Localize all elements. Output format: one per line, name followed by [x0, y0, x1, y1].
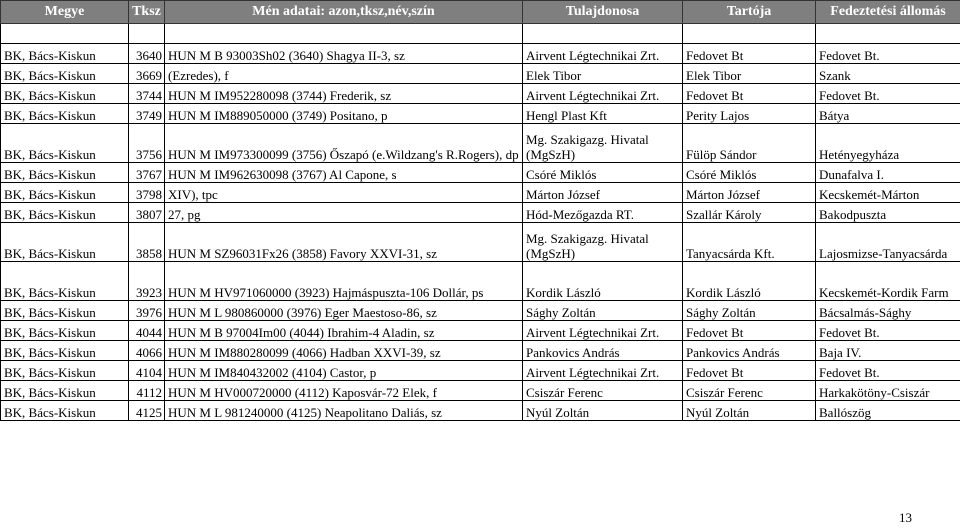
- cell-tksz: 4104: [129, 361, 165, 381]
- cell-tarto: Perity Lajos: [683, 104, 816, 124]
- header-row: [1, 1, 960, 24]
- cell-tksz: 3807: [129, 203, 165, 223]
- cell-men-adatai: HUN M HV971060000 (3923) Hajmáspuszta-106 Dollár, ps: [165, 262, 523, 301]
- cell-allomas: Baja IV.: [816, 341, 960, 361]
- table-row: [1, 262, 960, 301]
- cell-allomas: Bátya: [816, 104, 960, 124]
- cell-tulajdonos: Mg. Szakigazg. Hivatal (MgSzH): [523, 124, 683, 163]
- cell-tulajdonos: Airvent Légtechnikai Zrt.: [523, 361, 683, 381]
- cell-men-adatai: HUN M L 980860000 (3976) Eger Maestoso-86, sz: [165, 301, 523, 321]
- cell-tksz: 3798: [129, 183, 165, 203]
- cell-tulajdonos: Elek Tibor: [523, 64, 683, 84]
- cell-allomas: Kecskemét-Kordik Farm: [816, 262, 960, 301]
- table-row: [1, 163, 960, 183]
- cell-tarto: Fedovet Bt: [683, 361, 816, 381]
- cell-tulajdonos: Airvent Légtechnikai Zrt.: [523, 84, 683, 104]
- cell-tulajdonos: Csiszár Ferenc: [523, 381, 683, 401]
- cell-tksz: 3756: [129, 124, 165, 163]
- cell-megye: BK, Bács-Kiskun: [1, 361, 129, 381]
- header-megye: Megye: [1, 1, 129, 24]
- cell-tulajdonos: Kordik László: [523, 262, 683, 301]
- cell-megye: BK, Bács-Kiskun: [1, 401, 129, 421]
- cell-megye: BK, Bács-Kiskun: [1, 301, 129, 321]
- cell-tarto: Pankovics András: [683, 341, 816, 361]
- table-row: [1, 104, 960, 124]
- cell-megye: BK, Bács-Kiskun: [1, 44, 129, 64]
- cell-tulajdonos: Airvent Légtechnikai Zrt.: [523, 44, 683, 64]
- table-row: [1, 301, 960, 321]
- header-fedeztetesi-allomas: Fedeztetési állomás: [816, 1, 960, 24]
- cell-tulajdonos: Nyúl Zoltán: [523, 401, 683, 421]
- cell-allomas: Hetényegyháza: [816, 124, 960, 163]
- cell-tarto: Elek Tibor: [683, 64, 816, 84]
- cell-men-adatai: HUN M IM952280098 (3744) Frederik, sz: [165, 84, 523, 104]
- cell-tarto: Fülöp Sándor: [683, 124, 816, 163]
- cell-tarto: Fedovet Bt: [683, 44, 816, 64]
- cell-tksz: 3767: [129, 163, 165, 183]
- cell-tksz: 3749: [129, 104, 165, 124]
- cell-tarto: Szallár Károly: [683, 203, 816, 223]
- cell-megye: BK, Bács-Kiskun: [1, 223, 129, 262]
- cell-megye: BK, Bács-Kiskun: [1, 104, 129, 124]
- cell-tksz: 3640: [129, 44, 165, 64]
- cell-men-adatai: HUN M L 981240000 (4125) Neapolitano Daliás, sz: [165, 401, 523, 421]
- table-row: [1, 183, 960, 203]
- cell-tksz: 4125: [129, 401, 165, 421]
- table-row: [1, 341, 960, 361]
- cell-allomas: Fedovet Bt.: [816, 44, 960, 64]
- cell-tarto: Márton József: [683, 183, 816, 203]
- cell-tulajdonos: Sághy Zoltán: [523, 301, 683, 321]
- cell-tksz: 4044: [129, 321, 165, 341]
- cell-allomas: Dunafalva I.: [816, 163, 960, 183]
- cell-tulajdonos: Csóré Miklós: [523, 163, 683, 183]
- cell-tulajdonos: Hód-Mezőgazda RT.: [523, 203, 683, 223]
- cell-allomas: Kecskemét-Márton: [816, 183, 960, 203]
- cell-men-adatai: XIV), tpc: [165, 183, 523, 203]
- header-tulajdonosa: Tulajdonosa: [523, 1, 683, 24]
- cell-tarto: Tanyacsárda Kft.: [683, 223, 816, 262]
- cell-megye: BK, Bács-Kiskun: [1, 183, 129, 203]
- table-row: [1, 361, 960, 381]
- cell-men-adatai: (Ezredes), f: [165, 64, 523, 84]
- table-row: [1, 84, 960, 104]
- cell-men-adatai: HUN M IM973300099 (3756) Őszapó (e.Wildzang's R.Rogers), dp: [165, 124, 523, 163]
- cell-megye: BK, Bács-Kiskun: [1, 321, 129, 341]
- cell-megye: BK, Bács-Kiskun: [1, 124, 129, 163]
- header-tksz: Tksz: [129, 1, 165, 24]
- cell-tksz: 3858: [129, 223, 165, 262]
- table-row: [1, 64, 960, 84]
- cell-men-adatai: HUN M HV000720000 (4112) Kaposvár-72 Elek, f: [165, 381, 523, 401]
- cell-men-adatai: HUN M IM962630098 (3767) Al Capone, s: [165, 163, 523, 183]
- cell-megye: BK, Bács-Kiskun: [1, 262, 129, 301]
- cell-tarto: Sághy Zoltán: [683, 301, 816, 321]
- cell-tarto: Nyúl Zoltán: [683, 401, 816, 421]
- cell-megye: BK, Bács-Kiskun: [1, 84, 129, 104]
- header-men-adatai: Mén adatai: azon,tksz,név,szín: [165, 1, 523, 24]
- cell-tarto: Fedovet Bt: [683, 321, 816, 341]
- cell-allomas: Bácsalmás-Sághy: [816, 301, 960, 321]
- cell-tksz: 3669: [129, 64, 165, 84]
- cell-men-adatai: HUN M IM840432002 (4104) Castor, p: [165, 361, 523, 381]
- table-row: [1, 203, 960, 223]
- spacer-row: [1, 24, 960, 44]
- cell-tulajdonos: Márton József: [523, 183, 683, 203]
- cell-allomas: Ballószög: [816, 401, 960, 421]
- cell-men-adatai: HUN M IM880280099 (4066) Hadban XXVI-39, sz: [165, 341, 523, 361]
- cell-men-adatai: HUN M B 93003Sh02 (3640) Shagya II-3, sz: [165, 44, 523, 64]
- cell-tksz: 4066: [129, 341, 165, 361]
- cell-allomas: Fedovet Bt.: [816, 321, 960, 341]
- cell-tulajdonos: Airvent Légtechnikai Zrt.: [523, 321, 683, 341]
- cell-tksz: 3744: [129, 84, 165, 104]
- cell-tulajdonos: Mg. Szakigazg. Hivatal (MgSzH): [523, 223, 683, 262]
- cell-tarto: Csóré Miklós: [683, 163, 816, 183]
- table-row: [1, 381, 960, 401]
- cell-men-adatai: HUN M IM889050000 (3749) Positano, p: [165, 104, 523, 124]
- cell-megye: BK, Bács-Kiskun: [1, 381, 129, 401]
- cell-men-adatai: HUN M SZ96031Fx26 (3858) Favory XXVI-31, sz: [165, 223, 523, 262]
- cell-allomas: Fedovet Bt.: [816, 361, 960, 381]
- cell-allomas: Fedovet Bt.: [816, 84, 960, 104]
- cell-tksz: 3923: [129, 262, 165, 301]
- cell-allomas: Harkakötöny-Csiszár: [816, 381, 960, 401]
- table-row: [1, 124, 960, 163]
- page-number: 13: [899, 510, 912, 525]
- table-row: [1, 223, 960, 262]
- cell-megye: BK, Bács-Kiskun: [1, 64, 129, 84]
- cell-megye: BK, Bács-Kiskun: [1, 163, 129, 183]
- cell-tulajdonos: Pankovics András: [523, 341, 683, 361]
- cell-megye: BK, Bács-Kiskun: [1, 341, 129, 361]
- cell-tksz: 3976: [129, 301, 165, 321]
- header-tartoja: Tartója: [683, 1, 816, 24]
- cell-tarto: Kordik László: [683, 262, 816, 301]
- cell-allomas: Bakodpuszta: [816, 203, 960, 223]
- cell-tulajdonos: Hengl Plast Kft: [523, 104, 683, 124]
- cell-megye: BK, Bács-Kiskun: [1, 203, 129, 223]
- cell-tarto: Fedovet Bt: [683, 84, 816, 104]
- table-row: [1, 44, 960, 64]
- table-row: [1, 401, 960, 421]
- cell-tarto: Csiszár Ferenc: [683, 381, 816, 401]
- cell-tksz: 4112: [129, 381, 165, 401]
- cell-men-adatai: HUN M B 97004Im00 (4044) Ibrahim-4 Aladin, sz: [165, 321, 523, 341]
- table-row: [1, 321, 960, 341]
- cell-allomas: Szank: [816, 64, 960, 84]
- cell-men-adatai: 27, pg: [165, 203, 523, 223]
- cell-allomas: Lajosmizse-Tanyacsárda: [816, 223, 960, 262]
